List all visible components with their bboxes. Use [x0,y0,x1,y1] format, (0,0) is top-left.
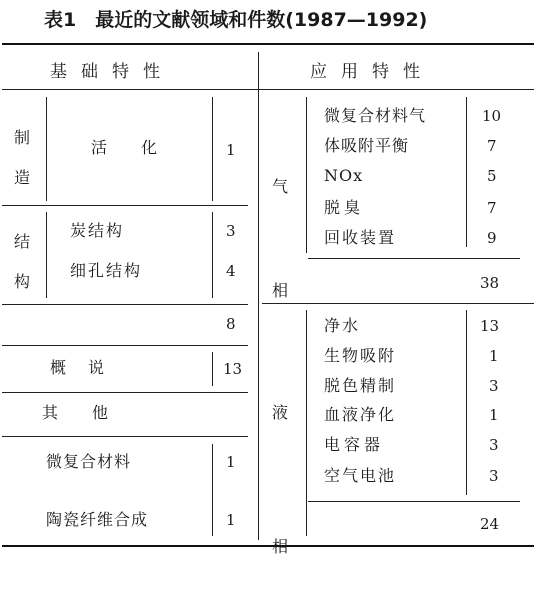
basic-subtotal: 8 [226,315,236,333]
liquid-item-name: 净水 [324,316,361,335]
composite-count-divider [212,444,213,536]
liquid-total: 24 [480,515,500,533]
liquid-item-count: 3 [489,377,499,395]
other-name: 他 [92,403,109,422]
table-top-rule [2,43,534,45]
gas-items-bottom-rule [308,258,520,259]
other-label: 其 [42,403,59,422]
table-title: 表1 最近的文献领域和件数(1987—1992) [44,9,428,31]
carbon-structure-count: 3 [226,222,236,240]
liquid-count-divider [466,310,467,495]
gas-label-divider [306,97,307,253]
gas-total: 38 [480,274,500,292]
ceramic-fiber-count: 1 [226,511,236,529]
activation-count: 1 [226,141,236,159]
activation-name: 活化 [91,138,192,157]
header-bottom-rule [2,89,534,90]
pore-structure-count: 4 [226,262,236,280]
gas-item-count: 5 [487,167,497,185]
gas-item-name: 体吸附平衡 [324,136,410,155]
liquid-item-name: 脱色精制 [324,376,397,395]
application-properties-header: 应用特性 [310,62,434,82]
basic-properties-header: 基础特性 [50,62,174,82]
overview-count: 13 [223,360,243,378]
microcomposite-count: 1 [226,453,236,471]
gas-item-name: 脱臭 [324,198,365,217]
gas-item-count: 7 [487,137,497,155]
liquid-item-name: 血液净化 [324,405,397,424]
liquid-phase-label: 液相 [272,403,289,556]
ceramic-fiber-name: 陶瓷纤维合成 [46,510,149,529]
table-bottom-rule [2,545,534,547]
gas-item-name: 回收装置 [324,228,397,247]
gas-item-count: 10 [482,107,502,125]
liquid-items-bottom-rule [308,501,520,502]
carbon-structure-name: 炭结构 [70,221,125,240]
gas-count-divider [466,97,467,247]
liquid-item-count: 3 [489,436,499,454]
liquid-label-divider [306,310,307,536]
overview-name: 概说 [50,358,127,377]
subtotal-bottom-rule [2,345,248,346]
gas-item-count: 9 [487,229,497,247]
overview-count-divider [212,352,213,386]
overview-bottom-rule [2,392,248,393]
liquid-item-count: 3 [489,467,499,485]
gas-phase-label: 气相 [272,177,289,300]
structure-bottom-rule [2,304,248,305]
center-divider [258,52,259,540]
liquid-item-count: 1 [489,406,499,424]
pore-structure-name: 细孔结构 [70,261,143,280]
manufacture-label: 制造 [14,128,31,187]
liquid-item-name: 电容器 [324,435,385,454]
left-count-divider [212,97,213,201]
liquid-item-name: 生物吸附 [324,346,397,365]
structure-count-divider [212,212,213,298]
liquid-item-name: 空气电池 [324,466,397,485]
liquid-item-count: 1 [489,347,499,365]
structure-label-divider [46,212,47,298]
gas-item-count: 7 [487,199,497,217]
structure-label: 结构 [14,232,31,291]
microcomposite-name: 微复合材料 [46,452,132,471]
gas-phase-bottom-rule [262,303,534,304]
manufacture-label-divider [46,97,47,201]
manufacture-bottom-rule [2,205,248,206]
other-bottom-rule [2,436,248,437]
gas-item-name: NOx [324,166,364,185]
gas-item-name: 微复合材料气 [324,106,427,125]
liquid-item-count: 13 [480,317,500,335]
